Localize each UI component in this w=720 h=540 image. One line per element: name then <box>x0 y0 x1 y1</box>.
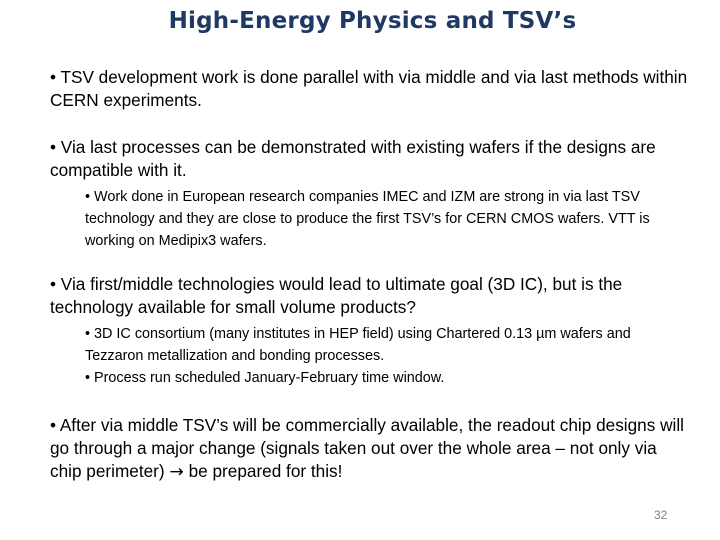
bullet-via-last: • Via last processes can be demonstrated with existing wafers if the designs are compatible with it. <box>50 137 656 180</box>
subbullet-process-run: • Process run scheduled January-February time window. <box>85 370 445 386</box>
bullet-readout-chip-text: • After via middle TSV’s will be commercially available, the readout chip designs will go through a major change (signals taken out over the whole area – not only via chip perimeter) <box>50 415 684 481</box>
bullet-via-first-middle: • Via first/middle technologies would lead to ultimate goal (3D IC), but is the technology available for small volume products? <box>50 274 623 317</box>
bullet-readout-chip <box>50 414 690 484</box>
slide-title: High-Energy Physics and TSV’s <box>168 8 577 34</box>
bullet-tsv-development: • TSV development work is done parallel with via middle and via last methods within CERN experiments. <box>50 67 688 110</box>
slide-body <box>50 66 690 484</box>
arrow-right-icon: → <box>169 462 184 482</box>
page-number: 32 <box>654 508 668 522</box>
subbullet-imec-izm: • Work done in European research companies IMEC and IZM are strong in via last TSV technology and they are close to produce the first TSV’s for CERN CMOS wafers. VTT is working on Medipix3 wafers. <box>85 189 650 249</box>
subbullet-3d-ic-consortium: • 3D IC consortium (many institutes in HEP field) using Chartered 0.13 µm wafers and Tezzaron metallization and bonding processes. <box>85 326 631 364</box>
bullet-readout-chip-tail: be prepared for this! <box>183 461 343 481</box>
